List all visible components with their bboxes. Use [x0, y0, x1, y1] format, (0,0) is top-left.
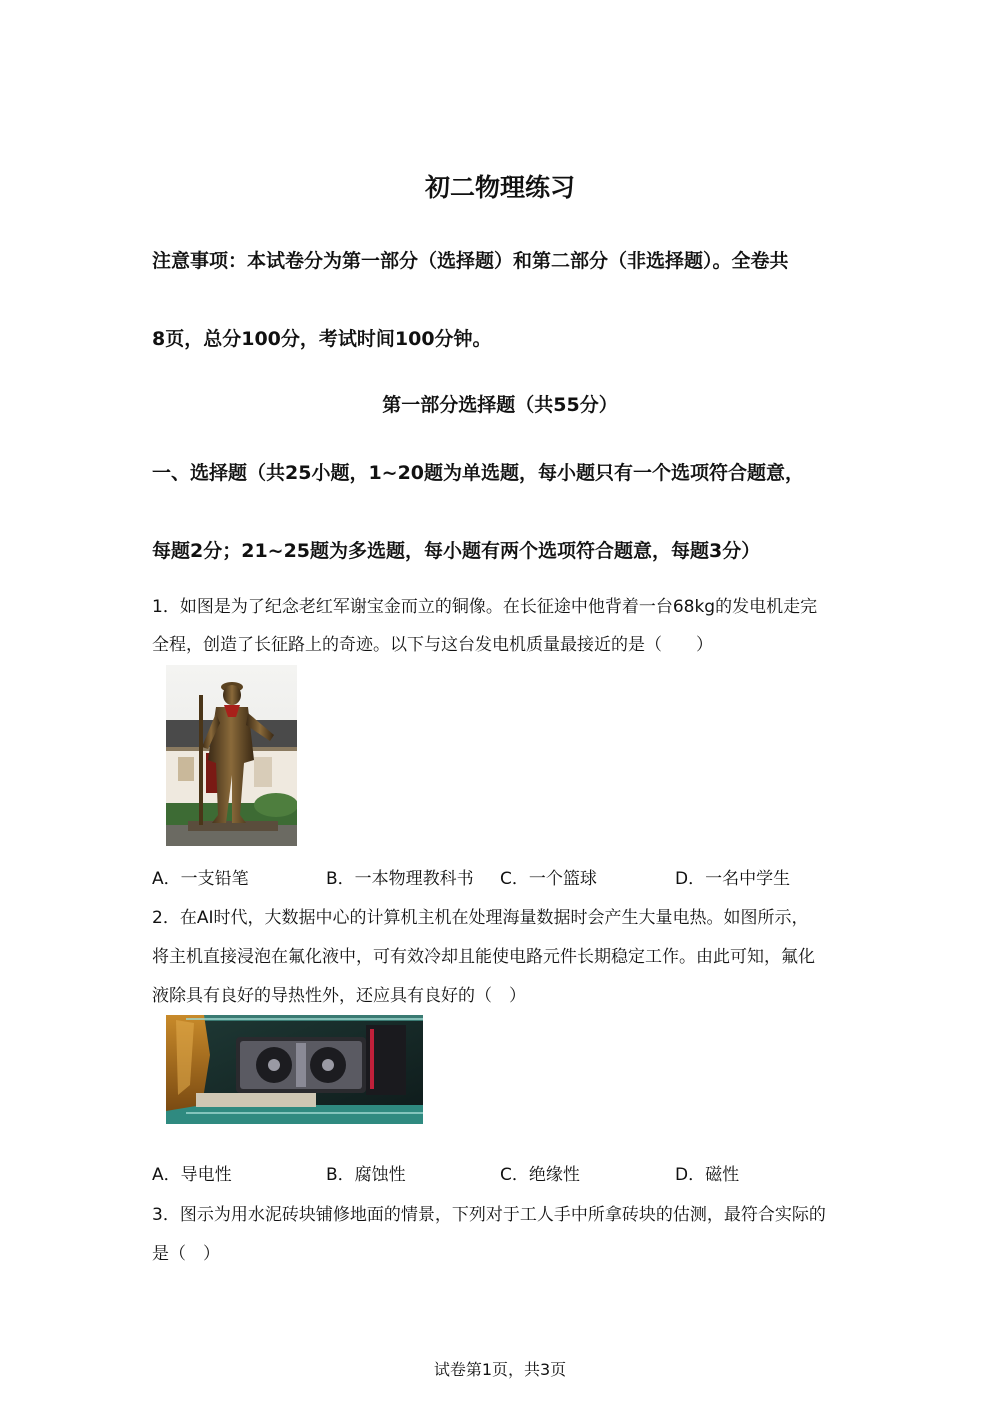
section1-line-1: 一、选择题（共25小题，1~20题为单选题，每小题只有一个选项符合题意，	[152, 462, 805, 484]
page-footer: 试卷第1页，共3页	[433, 1360, 567, 1379]
q2-option-a: A．导电性	[152, 1165, 232, 1185]
q2-option-c: C．绝缘性	[500, 1165, 580, 1185]
q1-option-c: C．一个篮球	[500, 869, 597, 889]
q2-option-d: D．磁性	[675, 1165, 740, 1185]
question-3-line-1: 3．图示为用水泥砖块铺修地面的情景，下列对于工人手中所拿砖块的估测，最符合实际的	[152, 1205, 826, 1225]
immersion-cooling-photo	[166, 1015, 423, 1124]
question-2-line-3: 液除具有良好的导热性外，还应具有良好的（ ）	[152, 986, 526, 1006]
q2-option-b: B．腐蚀性	[326, 1165, 406, 1185]
q1-option-d: D．一名中学生	[675, 869, 791, 889]
part1-heading: 第一部分选择题（共55分）	[382, 394, 618, 416]
question-1-line-1: 1．如图是为了纪念老红军谢宝金而立的铜像。在长征途中他背着一台68kg的发电机走完	[152, 597, 818, 617]
notice-line-2: 8页，总分100分，考试时间100分钟。	[152, 328, 492, 350]
question-1-line-2: 全程，创造了长征路上的奇迹。以下与这台发电机质量最接近的是（ ）	[152, 635, 713, 655]
question-2-line-1: 2．在AI时代，大数据中心的计算机主机在处理海量数据时会产生大量电热。如图所示，	[152, 908, 809, 928]
statue-photo	[166, 665, 297, 846]
notice-line-1: 注意事项：本试卷分为第一部分（选择题）和第二部分（非选择题）。全卷共	[152, 250, 789, 272]
q1-option-b: B．一本物理教科书	[326, 869, 474, 889]
question-3-line-2: 是（ ）	[152, 1244, 220, 1264]
question-2-line-2: 将主机直接浸泡在氟化液中，可有效冷却且能使电路元件长期稳定工作。由此可知，氟化	[152, 947, 815, 967]
section1-line-2: 每题2分；21~25题为多选题，每小题有两个选项符合题意，每题3分）	[152, 540, 761, 562]
page-title: 初二物理练习	[424, 173, 575, 202]
q1-option-a: A．一支铅笔	[152, 869, 249, 889]
